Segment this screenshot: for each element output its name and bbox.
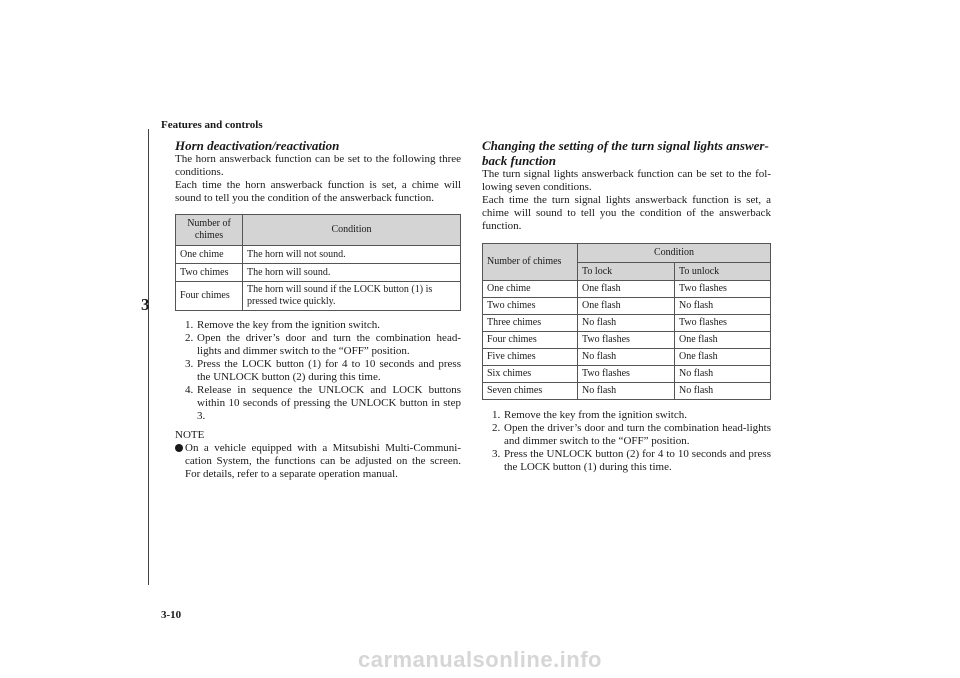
cell-condition: The horn will not sound. — [243, 246, 461, 264]
header-condition: Condition — [578, 244, 771, 263]
cell-lock: No flash — [578, 349, 675, 366]
step-text: Press the UNLOCK button (2) for 4 to 10 seconds and press the LOCK button (1) during this time. — [504, 448, 771, 473]
step-number: 4. — [185, 384, 194, 396]
table-row — [483, 281, 771, 298]
left-column — [175, 138, 461, 481]
cell-chimes: Two chimes — [483, 298, 578, 315]
cell-unlock: No flash — [675, 383, 771, 400]
cell-chimes: Four chimes — [176, 282, 243, 311]
step-number: 3. — [492, 448, 501, 460]
list-item — [482, 422, 771, 448]
table-row — [176, 246, 461, 264]
cell-condition: The horn will sound. — [243, 264, 461, 282]
cell-lock: No flash — [578, 383, 675, 400]
step-text: Remove the key from the ignition switch. — [504, 409, 687, 421]
header-number-of-chimes: Number of chimes — [483, 244, 578, 281]
cell-chimes: Five chimes — [483, 349, 578, 366]
horn-intro-1: The horn answerback function can be set to the following three conditions. — [175, 153, 461, 178]
list-item — [175, 358, 461, 384]
turn-signal-table — [482, 243, 771, 400]
horn-heading: Horn deactivation/reactivation — [175, 138, 340, 153]
turn-signal-header-row — [483, 244, 771, 263]
cell-chimes: Seven chimes — [483, 383, 578, 400]
cell-lock: One flash — [578, 281, 675, 298]
cell-chimes: One chime — [176, 246, 243, 264]
cell-chimes: Three chimes — [483, 315, 578, 332]
step-text: Open the driver’s door and turn the combination head-lights and dimmer switch to the “OFF” position. — [197, 332, 461, 357]
section-header: Features and controls — [161, 119, 263, 131]
table-row — [483, 383, 771, 400]
header-condition: Condition — [243, 215, 461, 246]
header-to-unlock: To unlock — [675, 263, 771, 281]
page-number: 3-10 — [161, 609, 182, 621]
cell-unlock: Two flashes — [675, 315, 771, 332]
table-row — [176, 282, 461, 311]
side-rule — [148, 129, 149, 585]
turn-signal-intro-2: Each time the turn signal lights answerback function is set, a chime will sound to tell you the condition of the answerback function. — [482, 194, 771, 232]
cell-chimes: Six chimes — [483, 366, 578, 383]
note-item — [175, 442, 461, 481]
step-text: Press the LOCK button (1) for 4 to 10 seconds and press the UNLOCK button (2) during this time. — [197, 358, 461, 383]
cell-lock: Two flashes — [578, 366, 675, 383]
cell-condition: The horn will sound if the LOCK button (1) is pressed twice quickly. — [243, 282, 461, 311]
table-row — [483, 298, 771, 315]
table-row — [176, 264, 461, 282]
cell-unlock: One flash — [675, 332, 771, 349]
horn-table-wrap — [175, 214, 461, 311]
turn-signal-heading: Changing the setting of the turn signal lights answer-back function — [482, 138, 769, 168]
cell-chimes: Two chimes — [176, 264, 243, 282]
list-item — [175, 384, 461, 423]
step-number: 1. — [185, 319, 194, 331]
horn-steps — [175, 319, 461, 423]
step-number: 1. — [492, 409, 501, 421]
table-row — [483, 349, 771, 366]
note-title: NOTE — [175, 429, 205, 441]
cell-lock: Two flashes — [578, 332, 675, 349]
turn-signal-table-wrap — [482, 243, 771, 400]
list-item — [175, 332, 461, 358]
header-number-of-chimes: Number of chimes — [176, 215, 243, 246]
note-text: On a vehicle equipped with a Mitsubishi Multi-Communi-cation System, the functions can be adjusted on the screen. For details, refer to a separate operation manual. — [185, 442, 461, 480]
cell-chimes: One chime — [483, 281, 578, 298]
watermark: carmanualsonline.info — [358, 647, 602, 672]
cell-lock: No flash — [578, 315, 675, 332]
horn-table — [175, 214, 461, 311]
list-item — [482, 409, 771, 422]
step-number: 3. — [185, 358, 194, 370]
step-number: 2. — [185, 332, 194, 344]
header-to-lock: To lock — [578, 263, 675, 281]
step-text: Release in sequence the UNLOCK and LOCK buttons within 10 seconds of pressing the UNLOCK button in step 3. — [197, 384, 461, 422]
turn-signal-steps — [482, 409, 771, 474]
turn-signal-intro-1: The turn signal lights answerback function can be set to the fol-lowing seven conditions. — [482, 168, 771, 193]
chapter-number: 3 — [141, 295, 150, 314]
cell-unlock: No flash — [675, 366, 771, 383]
table-row — [483, 332, 771, 349]
table-row — [483, 315, 771, 332]
step-text: Open the driver’s door and turn the combination head-lights and dimmer switch to the “OFF” position. — [504, 422, 771, 447]
cell-unlock: One flash — [675, 349, 771, 366]
list-item — [175, 319, 461, 332]
cell-lock: One flash — [578, 298, 675, 315]
cell-chimes: Four chimes — [483, 332, 578, 349]
horn-table-header-row — [176, 215, 461, 246]
right-column — [482, 138, 771, 474]
cell-unlock: Two flashes — [675, 281, 771, 298]
step-number: 2. — [492, 422, 501, 434]
table-row — [483, 366, 771, 383]
list-item — [482, 448, 771, 474]
cell-unlock: No flash — [675, 298, 771, 315]
step-text: Remove the key from the ignition switch. — [197, 319, 380, 331]
bullet-icon — [175, 444, 183, 452]
horn-intro-2: Each time the horn answerback function is set, a chime will sound to tell you the condition of the answerback function. — [175, 179, 461, 204]
